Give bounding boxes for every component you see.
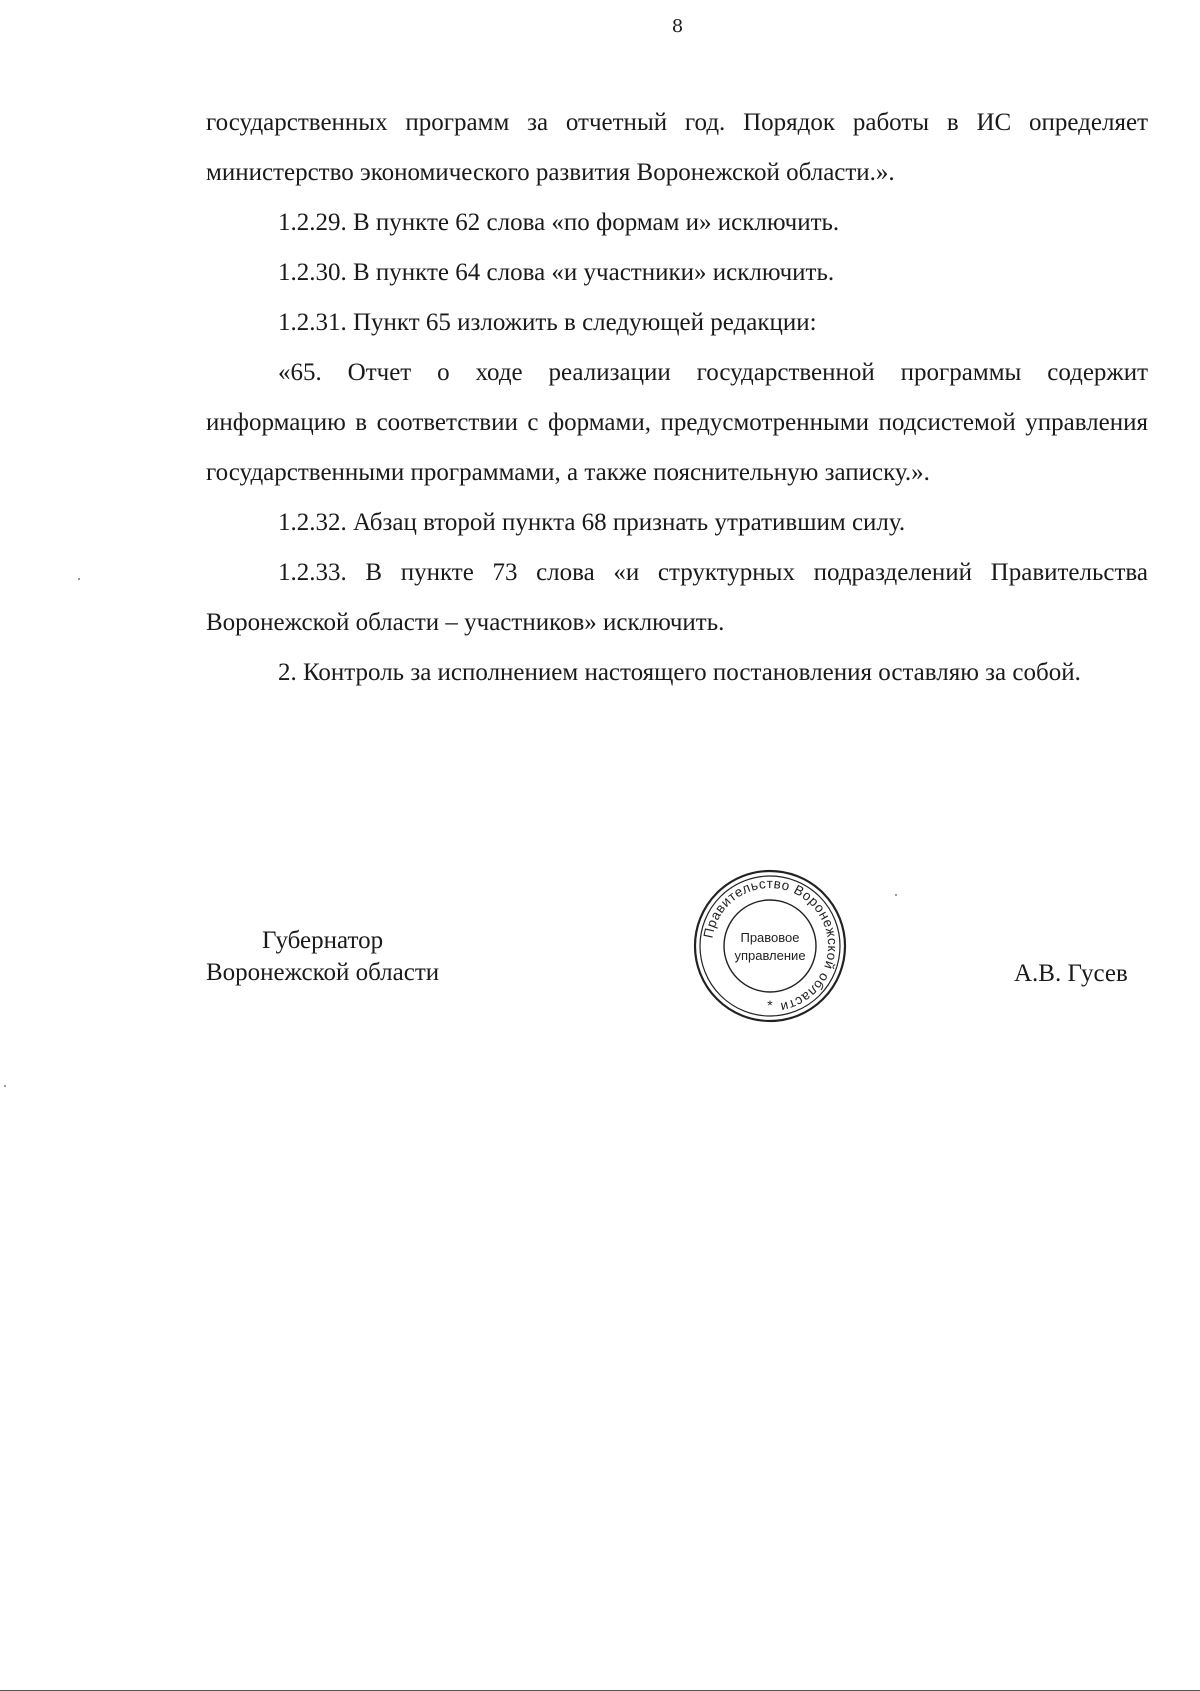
paragraph-1-2-32: 1.2.32. Абзац второй пункта 68 признать утратившим силу. (278, 509, 906, 536)
scan-speck (895, 894, 897, 896)
seal-center-line1: Правовое (740, 930, 800, 945)
scan-speck (4, 1085, 6, 1087)
signatory-title (206, 925, 439, 989)
page-number: 8 (671, 16, 684, 37)
seal-star: * (767, 997, 773, 1013)
paragraph-1-2-29: 1.2.29. В пункте 62 слова «по формам и» исключить. (278, 209, 840, 236)
paragraph-continuation: государственных программ за отчетный год. Порядок работы в ИС определяет министерство экономического развития Воронежской области.». (206, 109, 1148, 186)
signatory-title-line2: Воронежской области (206, 959, 440, 986)
official-seal (692, 868, 848, 1024)
paragraph-1-2-33: 1.2.33. В пункте 73 слова «и структурных подразделений Правительства Воронежской области – участников» исключить. (206, 559, 1148, 636)
paragraph-1-2-30: 1.2.30. В пункте 64 слова «и участники» исключить. (278, 259, 835, 286)
paragraph-65-quote: «65. Отчет о ходе реализации государственной программы содержит информацию в соответствии с формами, предусмотренными подсистемой управления государственными программами, а также пояснительную записку.». (206, 359, 1148, 486)
signatory-name: А.В. Гусев (1014, 960, 1128, 987)
seal-inner-ring-2 (724, 900, 816, 992)
scan-speck (78, 578, 80, 580)
document-body (206, 98, 1148, 698)
seal-center-line2: управление (734, 948, 806, 963)
signatory-title-line1: Губернатор (262, 927, 384, 954)
paragraph-1-2-31: 1.2.31. Пункт 65 изложить в следующей редакции: (278, 309, 817, 336)
paragraph-2-control: 2. Контроль за исполнением настоящего постановления оставляю за собой. (278, 659, 1081, 686)
seal-outer-text: Правительство Воронежской области (700, 875, 841, 1016)
